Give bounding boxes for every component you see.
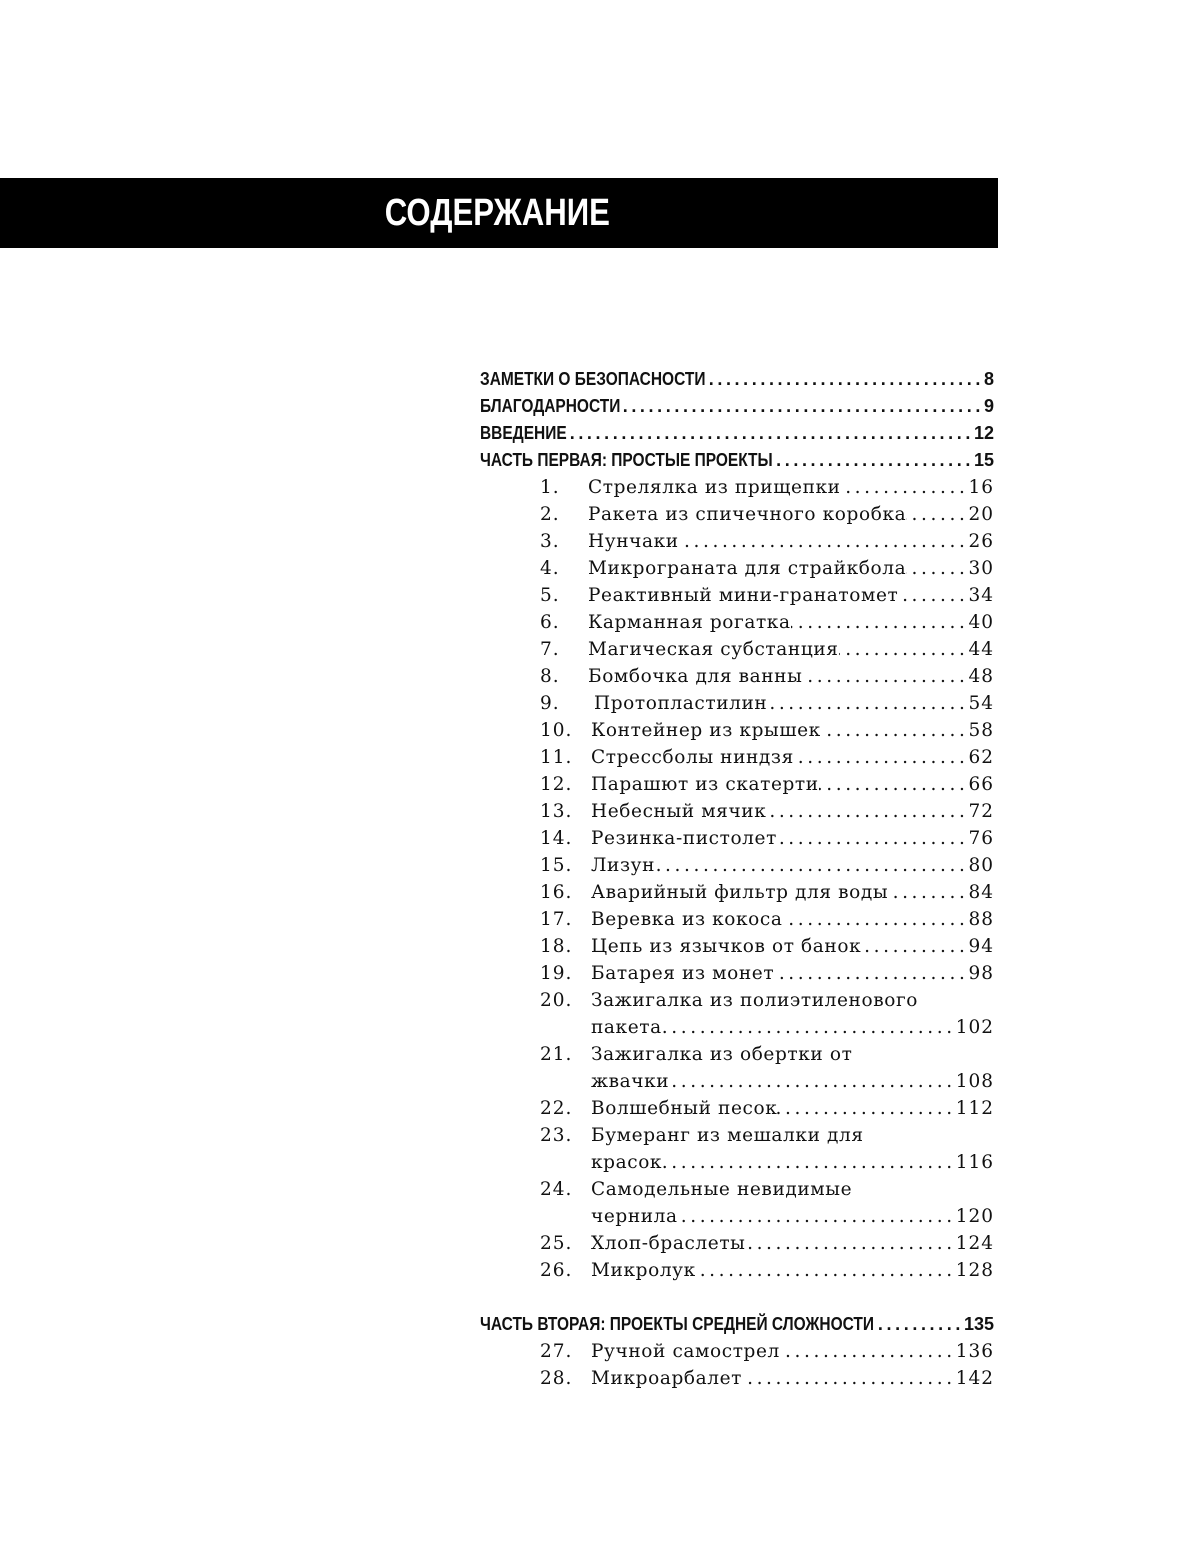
- toc-number: 11.: [540, 747, 573, 768]
- toc-entry[interactable]: [480, 1338, 994, 1365]
- leader-dots: [706, 366, 984, 393]
- leader-dots: [802, 663, 968, 690]
- toc-title: Микролук: [591, 1260, 696, 1281]
- toc-page: 26: [968, 531, 994, 552]
- toc-number: 19.: [540, 963, 573, 984]
- leader-dots: [678, 1203, 956, 1230]
- toc-number: 1.: [540, 477, 560, 498]
- leader-dots: [679, 528, 969, 555]
- toc-page: 98: [968, 963, 994, 984]
- toc-page: 116: [955, 1152, 994, 1173]
- toc-entry[interactable]: [480, 1257, 994, 1284]
- toc-entry[interactable]: [480, 1230, 994, 1257]
- toc-title: Аварийный фильтр для воды: [591, 882, 889, 903]
- toc-entry[interactable]: [480, 1095, 994, 1122]
- toc-number: 16.: [540, 882, 573, 903]
- toc-title-continued: пакета: [591, 1017, 662, 1038]
- leader-dots: [898, 582, 968, 609]
- toc-title: Бомбочка для ванны: [588, 666, 803, 687]
- toc-entry[interactable]: [480, 1041, 994, 1068]
- leader-dots: [861, 933, 968, 960]
- toc-title: Зажигалка из полиэтиленового: [591, 990, 918, 1011]
- toc-number: 27.: [540, 1341, 573, 1362]
- toc-entry[interactable]: [480, 528, 994, 555]
- toc-number: 12.: [540, 774, 573, 795]
- leader-dots: [766, 798, 968, 825]
- toc-number: 3.: [540, 531, 560, 552]
- toc-page: 44: [968, 639, 994, 660]
- toc-title: Батарея из монет: [591, 963, 775, 984]
- toc-number: 18.: [540, 936, 573, 957]
- toc-page: 135: [963, 1314, 994, 1334]
- toc-entry-continued[interactable]: [480, 1149, 994, 1176]
- toc-entry[interactable]: [480, 744, 994, 771]
- toc-entry[interactable]: [480, 582, 994, 609]
- toc-title: Микрограната для страйкбола: [588, 558, 907, 579]
- toc-entry[interactable]: [480, 1176, 994, 1203]
- leader-dots: [696, 1257, 956, 1284]
- leader-dots: [874, 1311, 964, 1338]
- toc-title: Хлоп-браслеты: [591, 1233, 746, 1254]
- toc-page: 15: [973, 450, 994, 470]
- leader-dots: [791, 609, 969, 636]
- leader-dots: [777, 825, 969, 852]
- toc-number: 4.: [540, 558, 560, 579]
- toc-title: Цепь из язычков от банок: [591, 936, 862, 957]
- toc-page: 120: [955, 1206, 994, 1227]
- toc-section[interactable]: [480, 447, 994, 474]
- toc-page: 40: [968, 612, 994, 633]
- toc-page: 108: [955, 1071, 994, 1092]
- toc-entry[interactable]: [480, 690, 994, 717]
- leader-dots: [621, 393, 984, 420]
- leader-dots: [839, 636, 969, 663]
- toc-entry[interactable]: [480, 933, 994, 960]
- toc-entry-continued[interactable]: [480, 1014, 994, 1041]
- toc-page: 9: [983, 396, 994, 416]
- toc-title-continued: чернила: [591, 1206, 678, 1227]
- toc-title: Нунчаки: [588, 531, 679, 552]
- toc-entry[interactable]: [480, 609, 994, 636]
- toc-number: 5.: [540, 585, 560, 606]
- leader-dots: [745, 1230, 955, 1257]
- toc-title: Ракета из спичечного коробка: [588, 504, 907, 525]
- toc-section[interactable]: [480, 366, 994, 393]
- toc-page: 58: [968, 720, 994, 741]
- toc-title-continued: жвачки: [591, 1071, 670, 1092]
- table-of-contents: [480, 366, 994, 1392]
- toc-entry[interactable]: [480, 960, 994, 987]
- toc-page: 142: [955, 1368, 994, 1389]
- toc-entry[interactable]: [480, 852, 994, 879]
- toc-page: 34: [968, 585, 994, 606]
- toc-title: Бумеранг из мешалки для: [591, 1125, 864, 1146]
- toc-title: Самодельные невидимые: [591, 1179, 853, 1200]
- leader-dots: [777, 1095, 955, 1122]
- toc-entry[interactable]: [480, 906, 994, 933]
- toc-entry[interactable]: [480, 501, 994, 528]
- toc-section[interactable]: [480, 420, 994, 447]
- toc-number: 2.: [540, 504, 560, 525]
- toc-page: 102: [955, 1017, 994, 1038]
- header-banner: [0, 178, 998, 248]
- toc-page: 88: [968, 909, 994, 930]
- toc-number: 25.: [540, 1233, 573, 1254]
- toc-title: Стрессболы ниндзя: [591, 747, 794, 768]
- toc-page: 136: [955, 1341, 994, 1362]
- toc-section[interactable]: [480, 393, 994, 420]
- toc-entry[interactable]: [480, 825, 994, 852]
- toc-title: Микроарбалет: [591, 1368, 742, 1389]
- toc-title: ВВЕДЕНИЕ: [480, 423, 567, 443]
- toc-page: 30: [968, 558, 994, 579]
- leader-dots: [774, 960, 968, 987]
- toc-entry[interactable]: [480, 663, 994, 690]
- leader-dots: [780, 1338, 956, 1365]
- leader-dots: [821, 717, 969, 744]
- toc-number: 7.: [540, 639, 560, 660]
- toc-title: ЧАСТЬ ПЕРВАЯ: ПРОСТЫЕ ПРОЕКТЫ: [480, 450, 773, 470]
- leader-dots: [655, 852, 968, 879]
- toc-title: Стрелялка из прищепки: [588, 477, 841, 498]
- toc-title: Реактивный мини-гранатомет: [588, 585, 899, 606]
- toc-page: 84: [968, 882, 994, 903]
- toc-page: 128: [955, 1260, 994, 1281]
- toc-entry[interactable]: [480, 798, 994, 825]
- toc-number: 17.: [540, 909, 573, 930]
- toc-number: 6.: [540, 612, 560, 633]
- toc-number: 21.: [540, 1044, 573, 1065]
- leader-dots: [662, 1149, 956, 1176]
- toc-title: Ручной самострел: [591, 1341, 780, 1362]
- toc-page: 66: [968, 774, 994, 795]
- toc-entry[interactable]: [480, 555, 994, 582]
- toc-number: 13.: [540, 801, 573, 822]
- leader-dots: [794, 744, 969, 771]
- toc-number: 10.: [540, 720, 573, 741]
- toc-page: 48: [968, 666, 994, 687]
- toc-entry-continued[interactable]: [480, 1203, 994, 1230]
- toc-number: 8.: [540, 666, 560, 687]
- toc-number: 24.: [540, 1179, 573, 1200]
- toc-title: ЧАСТЬ ВТОРАЯ: ПРОЕКТЫ СРЕДНЕЙ СЛОЖНОСТИ: [480, 1314, 875, 1334]
- toc-page: 80: [968, 855, 994, 876]
- toc-title: Карманная рогатка: [588, 612, 791, 633]
- leader-dots: [783, 906, 969, 933]
- leader-dots: [888, 879, 968, 906]
- toc-entry[interactable]: [480, 879, 994, 906]
- toc-title: Магическая субстанция: [588, 639, 839, 660]
- leader-dots: [906, 501, 968, 528]
- toc-entry[interactable]: [480, 636, 994, 663]
- toc-number: 14.: [540, 828, 573, 849]
- toc-entry[interactable]: [480, 987, 994, 1014]
- toc-section[interactable]: [480, 1311, 994, 1338]
- leader-dots: [742, 1365, 956, 1392]
- leader-dots: [662, 1014, 956, 1041]
- toc-page: 20: [968, 504, 994, 525]
- toc-page: 12: [973, 423, 994, 443]
- toc-title: ЗАМЕТКИ О БЕЗОПАСНОСТИ: [480, 369, 706, 389]
- toc-page: 62: [968, 747, 994, 768]
- toc-entry[interactable]: [480, 717, 994, 744]
- toc-number: 26.: [540, 1260, 573, 1281]
- toc-page: 54: [968, 693, 994, 714]
- toc-title: Протопластилин: [594, 693, 768, 714]
- leader-dots: [566, 420, 974, 447]
- page-title: СОДЕРЖАНИЕ: [384, 192, 610, 234]
- toc-number: 22.: [540, 1098, 573, 1119]
- toc-page: 76: [968, 828, 994, 849]
- toc-page: 72: [968, 801, 994, 822]
- toc-number: 20.: [540, 990, 573, 1011]
- leader-dots: [906, 555, 968, 582]
- toc-number: 23.: [540, 1125, 573, 1146]
- toc-number: 9.: [540, 693, 560, 714]
- toc-title: Резинка-пистолет: [591, 828, 777, 849]
- toc-page: 124: [955, 1233, 994, 1254]
- toc-page: 8: [983, 369, 994, 389]
- toc-title: Волшебный песок: [591, 1098, 778, 1119]
- toc-title: Парашют из скатерти: [591, 774, 819, 795]
- toc-page: 16: [968, 477, 994, 498]
- toc-entry[interactable]: [480, 474, 994, 501]
- toc-number: 15.: [540, 855, 573, 876]
- toc-title: Небесный мячик: [591, 801, 767, 822]
- leader-dots: [767, 690, 968, 717]
- toc-entry[interactable]: [480, 771, 994, 798]
- toc-title: Контейнер из крышек: [591, 720, 821, 741]
- toc-entry-continued[interactable]: [480, 1068, 994, 1095]
- leader-dots: [841, 474, 969, 501]
- toc-page: 112: [955, 1098, 994, 1119]
- toc-number: 28.: [540, 1368, 573, 1389]
- toc-entry[interactable]: [480, 1122, 994, 1149]
- toc-title: Лизун: [591, 855, 656, 876]
- toc-title: Веревка из кокоса: [591, 909, 783, 930]
- toc-title: Зажигалка из обертки от: [591, 1044, 853, 1065]
- toc-title: БЛАГОДАРНОСТИ: [480, 396, 621, 416]
- toc-page: 94: [968, 936, 994, 957]
- toc-title-continued: красок: [591, 1152, 663, 1173]
- leader-dots: [669, 1068, 956, 1095]
- leader-dots: [773, 447, 974, 474]
- leader-dots: [819, 771, 969, 798]
- toc-entry[interactable]: [480, 1365, 994, 1392]
